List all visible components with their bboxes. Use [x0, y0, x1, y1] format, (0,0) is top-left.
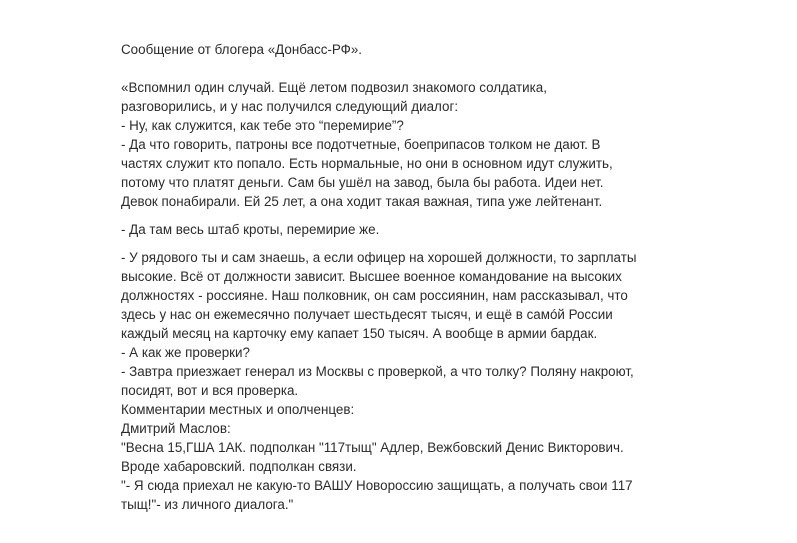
text-line: «Вспомнил один случай. Ещё летом подвозил знакомого солдатика, [121, 80, 547, 95]
spacer [121, 239, 641, 248]
paragraph-1 [121, 78, 641, 211]
comments-heading: Комментарии местных и ополченцев: [121, 402, 355, 417]
intro-line: Сообщение от блогера «Донбасс-РФ». [121, 42, 363, 57]
text-line: здесь у нас он ежемесячно получает шестьдесят тысяч, и ещё в самóй России [121, 307, 613, 322]
text-line: разговорились, и у нас получился следующий диалог: [121, 99, 459, 114]
text-line: Девок понабирали. Ей 25 лет, а она ходит такая важная, типа уже лейтенант. [121, 194, 603, 209]
paragraph-2 [121, 220, 641, 239]
spacer [121, 59, 641, 78]
text-line: Вроде хабаровский. подполкан связи. [121, 459, 357, 474]
comment-author: Дмитрий Маслов: [121, 421, 231, 436]
text-line: - Ну, как служится, как тебе это “перемирие”? [121, 118, 404, 133]
text-line: "Весна 15,ГША 1АК. подполкан "117тыщ" Адлер, Вежбовский Денис Викторович. [121, 440, 624, 455]
text-line: должностях - россияне. Наш полковник, он сам россиянин, нам рассказывал, что [121, 288, 628, 303]
text-line: посидят, вот и вся проверка. [121, 383, 299, 398]
text-line: - А как же проверки? [121, 345, 250, 360]
text-line: - Да там весь штаб кроты, перемирие же. [121, 222, 380, 237]
text-line: тыщ!"- из личного диалога." [121, 497, 294, 512]
text-line: частях служит кто попало. Есть нормальные, но они в основном идут служить, [121, 156, 613, 171]
text-line: - Да что говорить, патроны все подотчетные, боеприпасов толком не дают. В [121, 137, 601, 152]
text-line: каждый месяц на карточку ему капает 150 тысяч. А вообще в армии бардак. [121, 326, 598, 341]
document-body [121, 40, 641, 514]
paragraph-3 [121, 248, 641, 514]
text-line: - У рядового ты и сам знаешь, а если офицер на хорошей должности, то зарплаты [121, 250, 637, 265]
text-line: - Завтра приезжает генерал из Москвы с проверкой, а что толку? Поляну накроют, [121, 364, 634, 379]
text-line: потому что платят деньги. Сам бы ушёл на завод, была бы работа. Идеи нет. [121, 175, 604, 190]
text-line: "- Я сюда приехал не какую-то ВАШУ Новороссию защищать, а получать свои 117 [121, 478, 633, 493]
spacer [121, 211, 641, 220]
text-line: высокие. Всё от должности зависит. Высшее военное командование на высоких [121, 269, 622, 284]
